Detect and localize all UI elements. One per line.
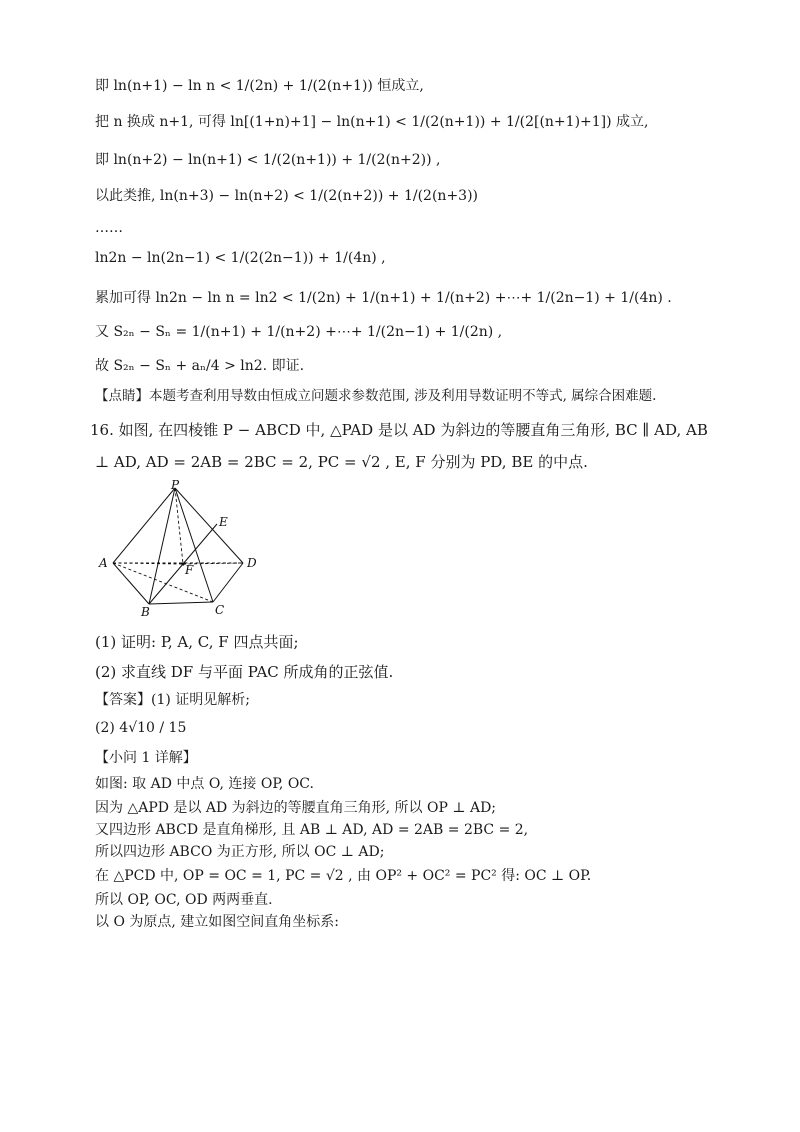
label-c: C bbox=[215, 603, 225, 617]
proof-line-3: 即 ln(n+2) − ln(n+1) < 1/(2(n+1)) + 1/(2(n+2)) , bbox=[95, 152, 441, 168]
detail-line-1: 如图: 取 AD 中点 O, 连接 OP, OC. bbox=[95, 776, 314, 792]
detail-line-2: 因为 △APD 是以 AD 为斜边的等腰直角三角形, 所以 OP ⊥ AD; bbox=[95, 800, 497, 816]
label-p: P bbox=[171, 478, 180, 492]
answer-line-2: (2) 4√10 / 15 bbox=[95, 720, 187, 736]
proof-line-5: ln2n − ln(2n−1) < 1/(2(2n−1)) + 1/(4n) , bbox=[95, 250, 386, 266]
detail-line-5: 在 △PCD 中, OP = OC = 1, PC = √2 , 由 OP² + OC² = PC² 得: OC ⊥ OP. bbox=[95, 868, 592, 884]
proof-line-8: 故 S₂ₙ − Sₙ + aₙ/4 > ln2. 即证. bbox=[95, 358, 305, 374]
label-d: D bbox=[247, 556, 257, 570]
proof-line-2: 把 n 换成 n+1, 可得 ln[(1+n)+1] − ln(n+1) < 1/(2(n+1)) + 1/(2[(n+1)+1]) 成立, bbox=[95, 114, 649, 130]
proof-line-7: 又 S₂ₙ − Sₙ = 1/(n+1) + 1/(n+2) +⋯+ 1/(2n−1) + 1/(2n) , bbox=[95, 324, 503, 340]
proof-line-6: 累加可得 ln2n − ln n = ln2 < 1/(2n) + 1/(n+1) + 1/(n+2) +⋯+ 1/(2n−1) + 1/(4n) . bbox=[95, 290, 672, 306]
sub-question-1: (1) 证明: P, A, C, F 四点共面; bbox=[95, 633, 299, 651]
label-b: B bbox=[141, 605, 150, 618]
answer-line-1: 【答案】(1) 证明见解析; bbox=[95, 692, 250, 708]
label-a: A bbox=[99, 556, 108, 570]
proof-line-ellipsis: …… bbox=[95, 220, 123, 236]
question-line-1: 16. 如图, 在四棱锥 P − ABCD 中, △PAD 是以 AD 为斜边的等腰直角三角形, BC ∥ AD, AB bbox=[90, 421, 708, 439]
detail-line-6: 所以 OP, OC, OD 两两垂直. bbox=[95, 892, 273, 908]
detail-line-4: 所以四边形 ABCO 为正方形, 所以 OC ⊥ AD; bbox=[95, 844, 385, 860]
detail-heading: 【小问 1 详解】 bbox=[95, 750, 197, 766]
comment-line: 【点睛】本题考查利用导数由恒成立问题求参数范围, 涉及利用导数证明不等式, 属综合困难题. bbox=[95, 388, 657, 404]
detail-line-7: 以 O 为原点, 建立如图空间直角坐标系: bbox=[95, 914, 339, 930]
proof-line-1: 即 ln(n+1) − ln n < 1/(2n) + 1/(2(n+1)) 恒成立, bbox=[95, 78, 424, 94]
sub-question-2: (2) 求直线 DF 与平面 PAC 所成角的正弦值. bbox=[95, 663, 394, 681]
label-f: F bbox=[185, 563, 194, 577]
question-line-2: ⊥ AD, AD = 2AB = 2BC = 2, PC = √2 , E, F 分别为 PD, BE 的中点. bbox=[95, 453, 588, 471]
detail-line-3: 又四边形 ABCD 是直角梯形, 且 AB ⊥ AD, AD = 2AB = 2BC = 2, bbox=[95, 822, 529, 838]
pyramid-figure bbox=[95, 478, 275, 618]
proof-line-4: 以此类推, ln(n+3) − ln(n+2) < 1/(2(n+2)) + 1/(2(n+3)) bbox=[95, 188, 479, 204]
label-e: E bbox=[219, 515, 228, 529]
